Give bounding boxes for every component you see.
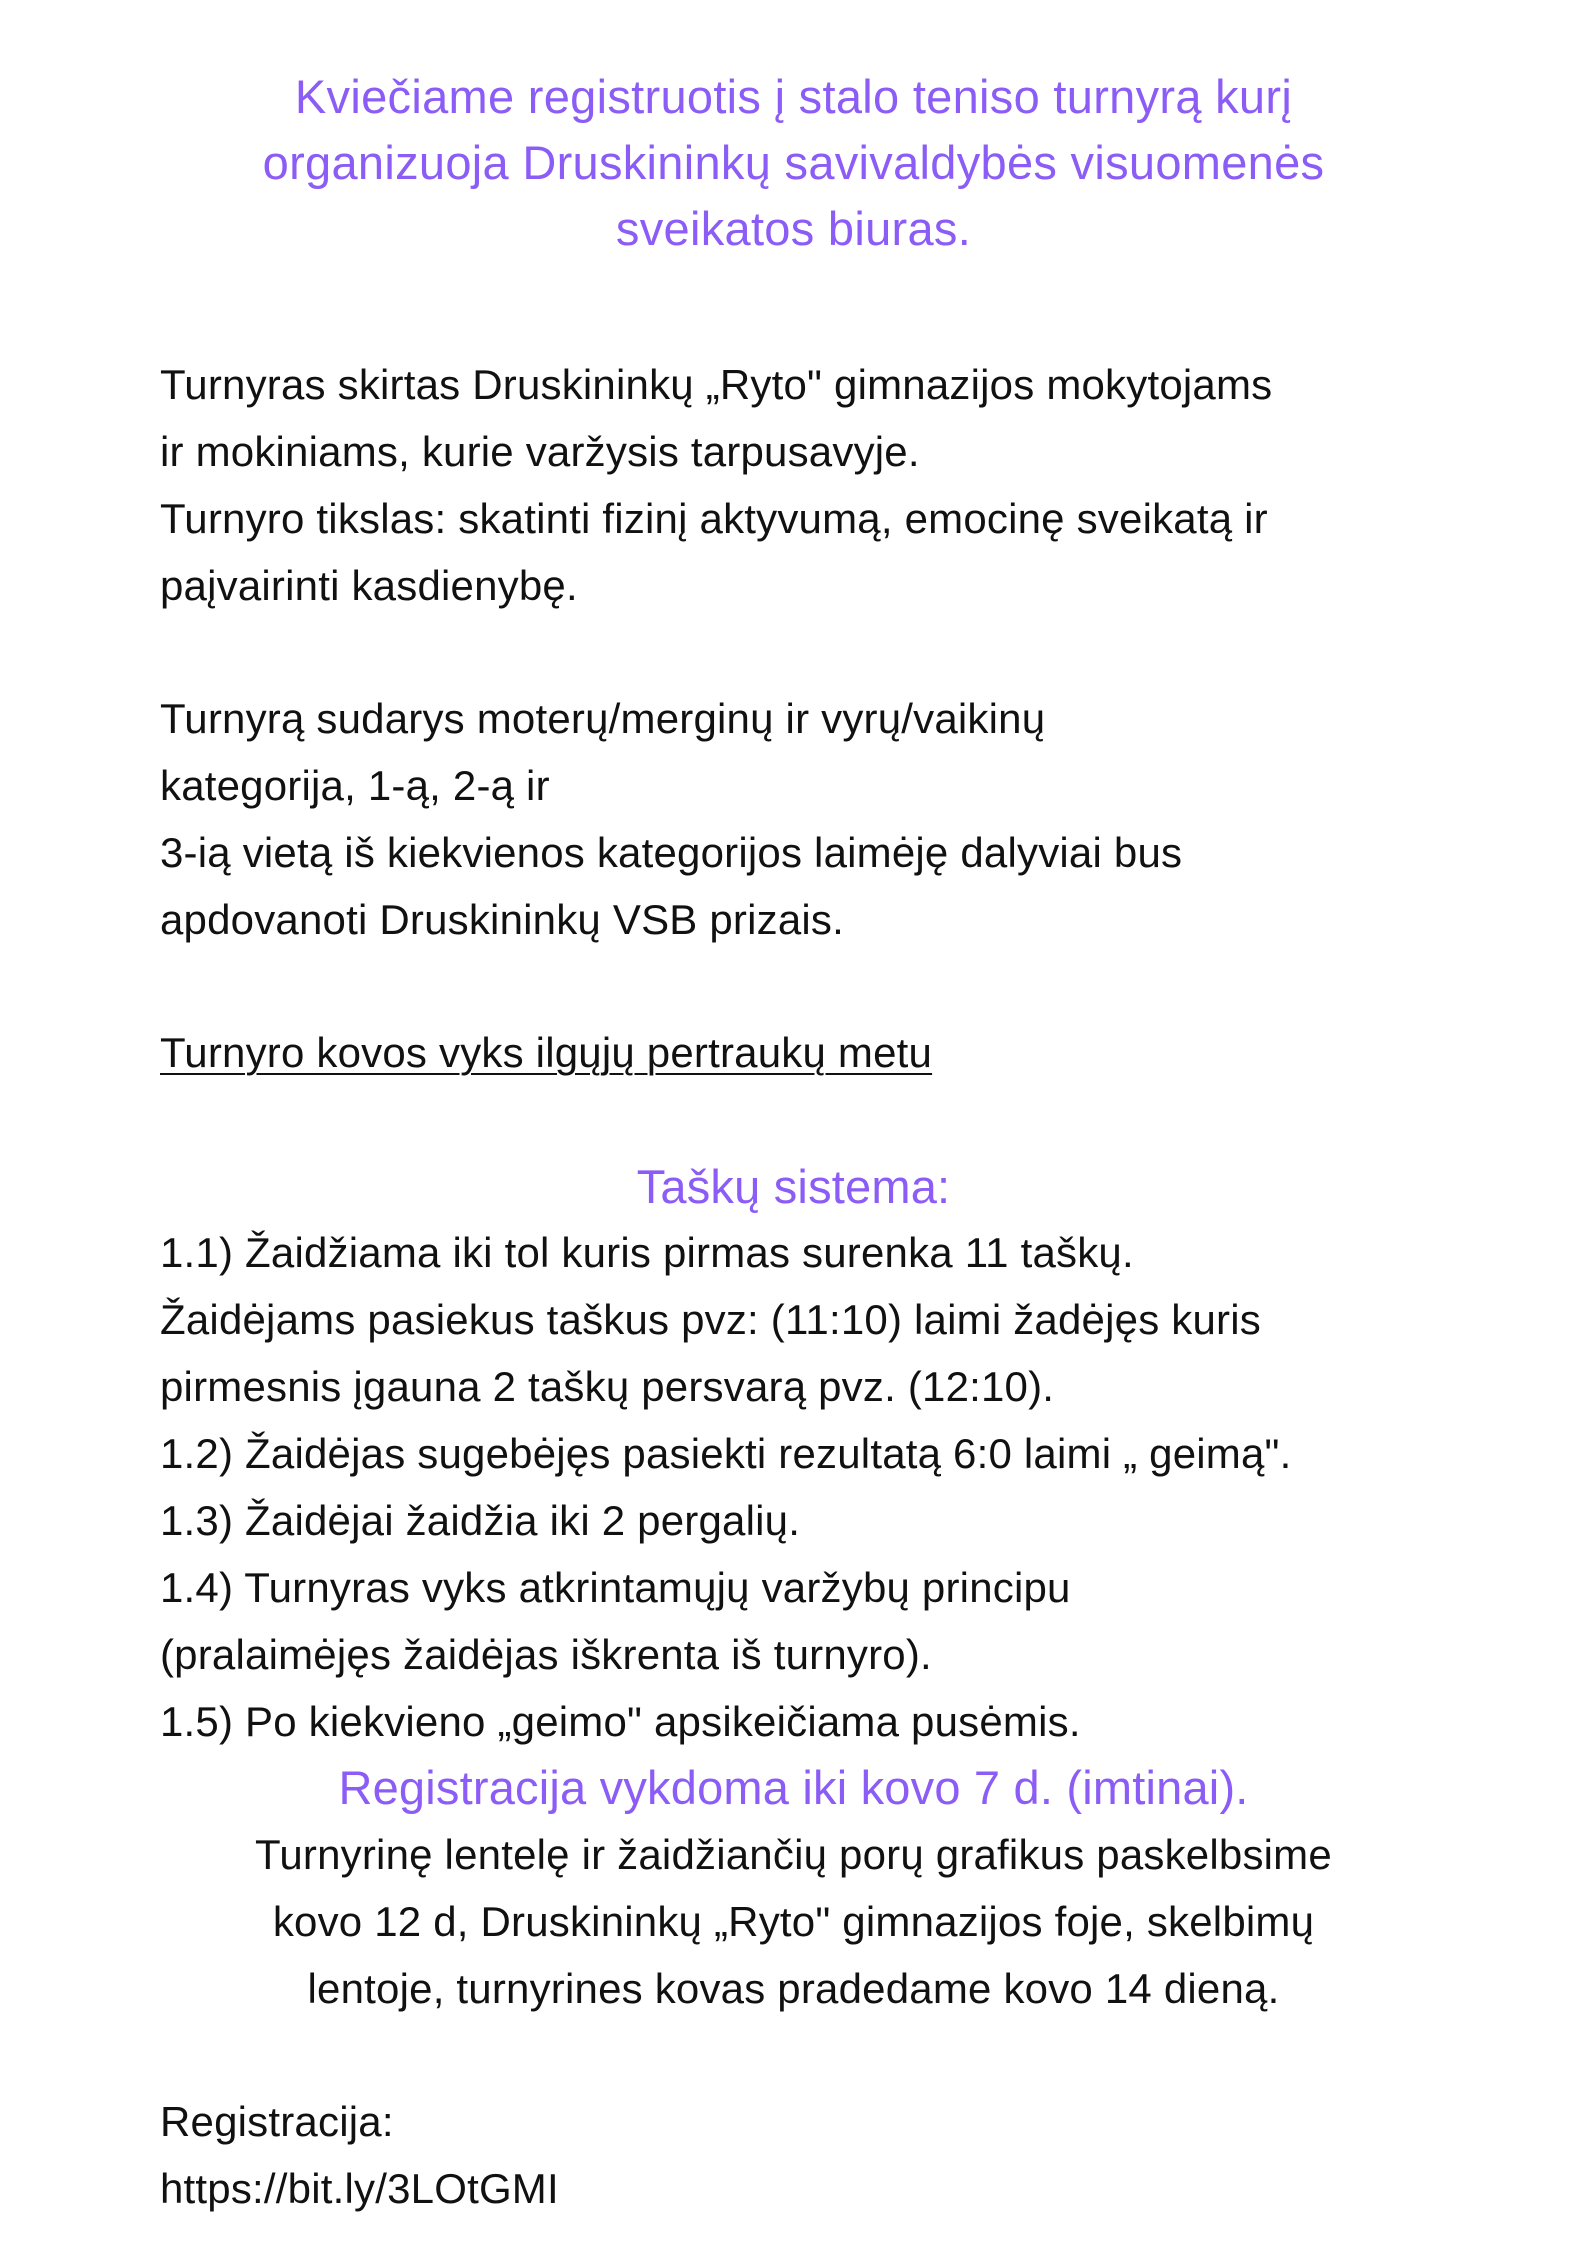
registration-deadline: Registracija vykdoma iki kovo 7 d. (imtinai).: [338, 1761, 1249, 1814]
intro-line: ir mokiniams, kurie varžysis tarpusavyje.: [160, 428, 920, 475]
schedule-note: Turnyro kovos vyks ilgųjų pertraukų metu: [160, 1029, 933, 1076]
rule-line: 1.2) Žaidėjas sugebėjęs pasiekti rezultatą 6:0 laimi „ geimą".: [160, 1430, 1292, 1477]
announcement-line: kovo 12 d, Druskininkų „Ryto" gimnazijos foje, skelbimų: [272, 1898, 1315, 1945]
heading-line: organizuoja Druskininkų savivaldybės visuomenės: [262, 136, 1325, 189]
rule-line: 1.1) Žaidžiama iki tol kuris pirmas surenka 11 taškų.: [160, 1229, 1134, 1276]
categories-line: apdovanoti Druskininkų VSB prizais.: [160, 896, 845, 943]
rule-line: 1.5) Po kiekvieno „geimo" apsikeičiama pusėmis.: [160, 1698, 1081, 1745]
categories-line: 3-ią vietą iš kiekvienos kategorijos laimėję dalyviai bus: [160, 829, 1183, 876]
rule-line: (pralaimėjęs žaidėjas iškrenta iš turnyro).: [160, 1631, 932, 1678]
categories-line: Turnyrą sudarys moterų/merginų ir vyrų/vaikinų: [160, 695, 1046, 742]
categories-line: kategorija, 1-ą, 2-ą ir: [160, 762, 550, 809]
heading-line: sveikatos biuras.: [615, 202, 972, 255]
announcement-line: lentoje, turnyrines kovas pradedame kovo 14 dieną.: [307, 1965, 1280, 2012]
invitation-heading: [120, 64, 1467, 262]
points-system-title: Taškų sistema:: [636, 1160, 951, 1213]
heading-line: Kviečiame registruotis į stalo teniso turnyrą kurį: [294, 70, 1293, 123]
intro-line: Turnyro tikslas: skatinti fizinį aktyvumą, emocinę sveikatą ir: [160, 495, 1268, 542]
registration-link[interactable]: https://bit.ly/3LOtGMI: [160, 2165, 559, 2212]
rule-line: pirmesnis įgauna 2 taškų persvarą pvz. (12:10).: [160, 1363, 1055, 1410]
intro-line: paįvairinti kasdienybę.: [160, 562, 578, 609]
intro-line: Turnyras skirtas Druskininkų „Ryto" gimnazijos mokytojams: [160, 361, 1273, 408]
rule-line: 1.3) Žaidėjai žaidžia iki 2 pergalių.: [160, 1497, 801, 1544]
rule-line: Žaidėjams pasiekus taškus pvz: (11:10) laimi žadėjęs kuris: [160, 1296, 1261, 1343]
registration-label: Registracija:: [160, 2098, 394, 2145]
announcement-line: Turnyrinę lentelę ir žaidžiančių porų grafikus paskelbsime: [255, 1831, 1332, 1878]
rule-line: 1.4) Turnyras vyks atkrintamųjų varžybų principu: [160, 1564, 1071, 1611]
